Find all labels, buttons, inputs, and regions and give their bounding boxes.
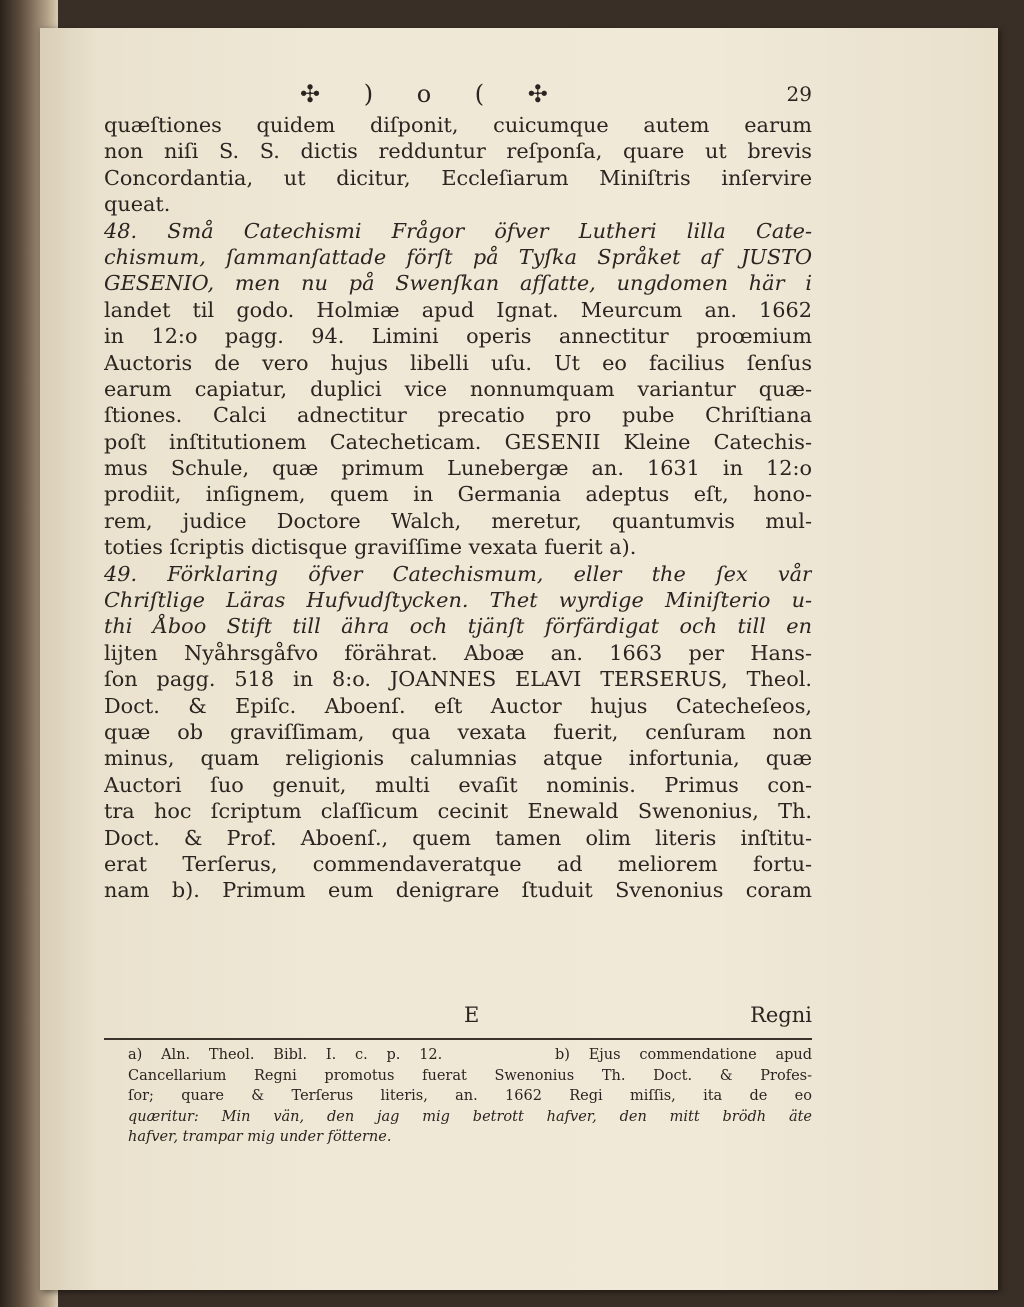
- footnote-divider: [104, 1038, 812, 1040]
- body-line: quæſtiones quidem diſponit, cuicumque autem earum: [104, 113, 812, 137]
- body-line: minus, quam religionis calumnias atque infortunia, quæ: [104, 746, 812, 771]
- body-line: lijten Nyåhrsgåfvo förährat. Aboæ an. 1663 per Hans-: [104, 640, 812, 665]
- footnote-line: a) Aln. Theol. Bibl. I. c. p. 12. b) Ejus commendatione apud: [128, 1047, 812, 1063]
- body-line: chismum, ſammanſattade förſt på Tyſka Språket af JUSTO: [104, 244, 812, 269]
- body-line-entry-48: 48. Små Catechismi Frågor öfver Lutheri lilla Cate-: [104, 218, 812, 243]
- body-line: tra hoc ſcriptum claſſicum cecinit Enewald Swenonius, Th.: [104, 799, 812, 824]
- body-line: ſon pagg. 518 in 8:o. JOANNES ELAVI TERSERUS, Theol.: [104, 667, 812, 692]
- body-line: Chriſtlige Läras Hufvudſtycken. Thet wyrdige Miniſterio u-: [104, 588, 812, 613]
- body-line: prodiit, inſignem, quem in Germania adeptus eſt, hono-: [104, 482, 812, 507]
- signature-row: [104, 1003, 812, 1033]
- footnote-line: ſor; quare & Terſerus literis, an. 1662 Regi miſſis, ita de eo: [128, 1088, 812, 1104]
- body-line: earum capiatur, duplici vice nonnumquam variantur quæ-: [104, 376, 812, 401]
- body-line: GESENIO, men nu på Swenſkan afſatte, ungdomen här i: [104, 271, 812, 296]
- body-text: [104, 112, 812, 904]
- signature-mark: E: [464, 1003, 480, 1027]
- footnote-line: Cancellarium Regni promotus fuerat Swenonius Th. Doct. & Profes-: [128, 1067, 812, 1084]
- body-line: queat.: [104, 192, 171, 217]
- catchword: Regni: [750, 1003, 812, 1027]
- body-line: Auctori ſuo genuit, multi evaſit nominis. Primus con-: [104, 772, 812, 797]
- body-line: in 12:o pagg. 94. Limini operis annectitur proœmium: [104, 324, 812, 349]
- running-header: [104, 80, 812, 110]
- body-line: Doct. & Prof. Aboenſ., quem tamen olim literis inſtitu-: [104, 825, 812, 850]
- body-line: thi Åboo Stift till ähra och tjänſt förfärdigat och till en: [104, 614, 812, 639]
- body-line-entry-49: 49. Förklaring öfver Catechismum, eller the ſex vår: [104, 561, 812, 586]
- body-line: landet til godo. Holmiæ apud Ignat. Meurcum an. 1662: [104, 297, 812, 322]
- body-line: toties ſcriptis dictisque graviſſime vexata fuerit a).: [104, 535, 637, 560]
- header-ornament: ✣ ) o ( ✣: [300, 80, 566, 108]
- footnotes: [128, 1045, 812, 1148]
- body-line: non niſi S. S. dictis redduntur reſponſa, quare ut brevis: [104, 139, 812, 164]
- body-line: nam b). Primum eum denigrare ſtuduit Svenonius coram: [104, 878, 812, 903]
- page-number: 29: [786, 82, 812, 106]
- body-line: rem, judice Doctore Walch, meretur, quantumvis mul-: [104, 508, 812, 533]
- footnote-line: hafver, trampar mig under fötterne.: [128, 1129, 392, 1145]
- body-line: Doct. & Epiſc. Aboenſ. eſt Auctor hujus Catecheſeos,: [104, 693, 812, 718]
- body-line: Auctoris de vero hujus libelli uſu. Ut eo facilius ſenſus: [104, 350, 812, 375]
- body-line: poſt inſtitutionem Catecheticam. GESENII Kleine Catechis-: [104, 429, 812, 454]
- body-line: erat Terſerus, commendaveratque ad meliorem fortu-: [104, 851, 812, 876]
- body-line: quæ ob graviſſimam, qua vexata fuerit, cenſuram non: [104, 719, 812, 744]
- body-line: Concordantia, ut dicitur, Eccleſiarum Miniſtris inſervire: [104, 165, 812, 190]
- footnote-line: quæritur: Min vän, den jag mig betrott hafver, den mitt brödh äte: [128, 1108, 812, 1125]
- body-line: ſtiones. Calci adnectitur precatio pro pube Chriſtiana: [104, 403, 812, 428]
- body-line: mus Schule, quæ primum Lunebergæ an. 1631 in 12:o: [104, 456, 812, 481]
